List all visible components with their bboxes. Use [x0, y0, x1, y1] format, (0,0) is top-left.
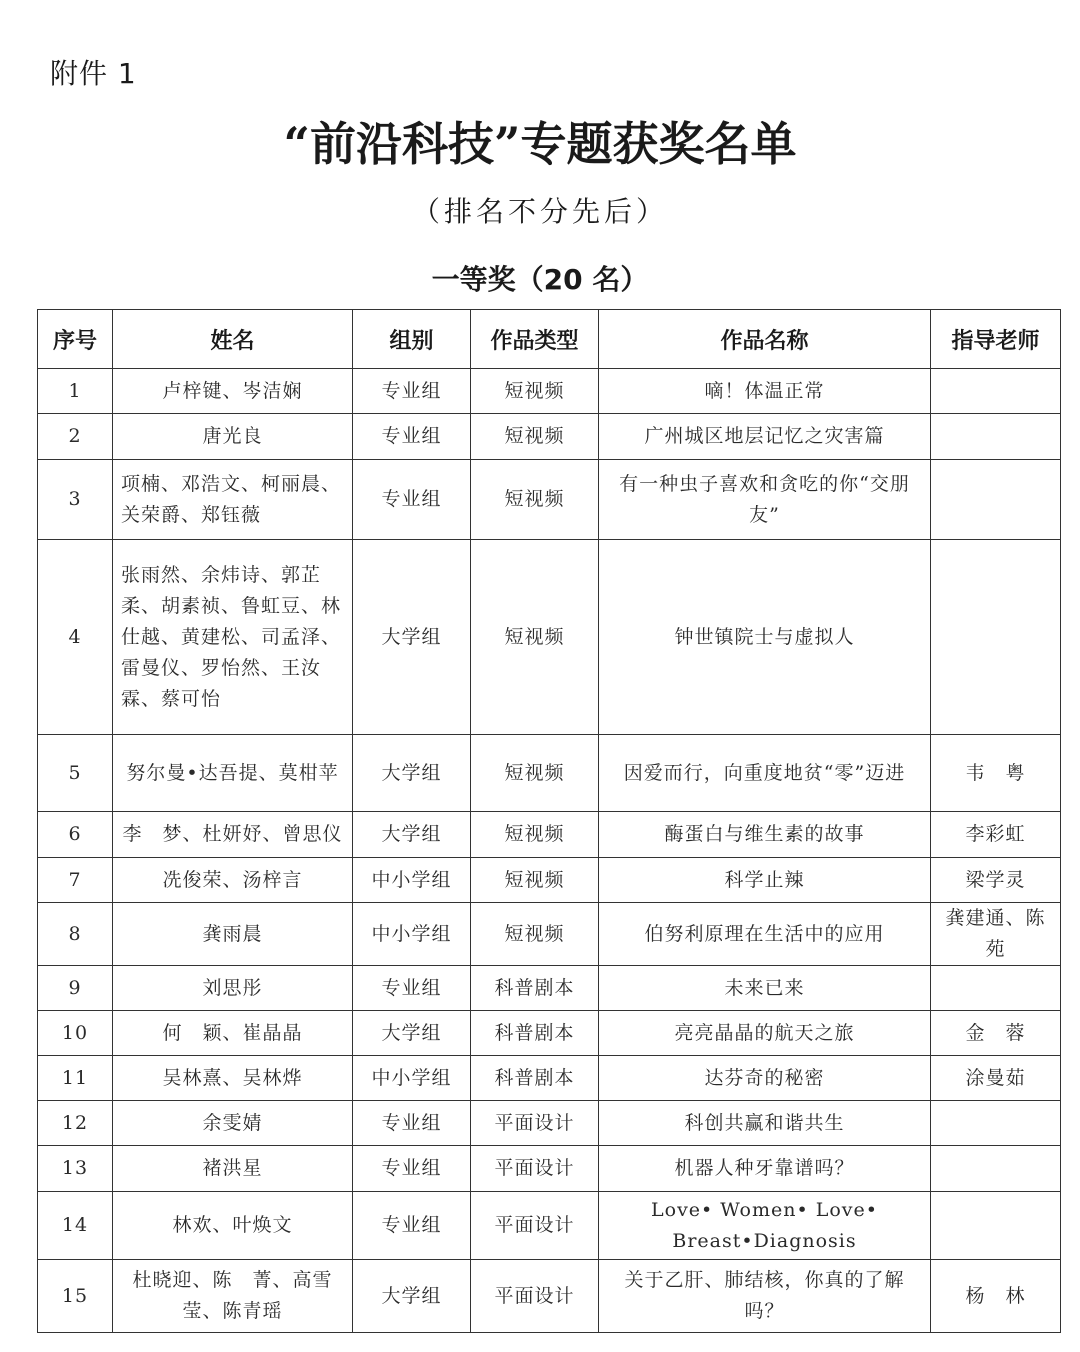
cell-names: 褚洪星 [113, 1146, 353, 1192]
cell-teacher [931, 540, 1061, 735]
cell-work: 关于乙肝、肺结核，你真的了解吗？ [599, 1260, 931, 1333]
cell-work: 未来已来 [599, 966, 931, 1011]
cell-group: 专业组 [353, 1101, 471, 1146]
cell-no: 3 [38, 460, 113, 540]
cell-teacher: 杨 林 [931, 1260, 1061, 1333]
cell-teacher [931, 460, 1061, 540]
cell-work: 达芬奇的秘密 [599, 1056, 931, 1101]
header-names: 姓名 [113, 310, 353, 369]
cell-work: 嘀！体温正常 [599, 369, 931, 414]
cell-group: 大学组 [353, 1011, 471, 1056]
cell-names: 李 梦、杜妍妤、曾思仪 [113, 812, 353, 858]
header-group: 组别 [353, 310, 471, 369]
table-row [38, 414, 1061, 460]
cell-type: 平面设计 [471, 1192, 599, 1260]
cell-teacher: 梁学灵 [931, 858, 1061, 903]
cell-names: 努尔曼•达吾提、莫柑苹 [113, 735, 353, 812]
table-row [38, 1146, 1061, 1192]
cell-no: 2 [38, 414, 113, 460]
page-subtitle: （排名不分先后） [411, 195, 668, 228]
table-row [38, 735, 1061, 812]
table-row [38, 1101, 1061, 1146]
cell-names: 刘思彤 [113, 966, 353, 1011]
cell-teacher [931, 1101, 1061, 1146]
table-row [38, 1011, 1061, 1056]
cell-no: 1 [38, 369, 113, 414]
cell-group: 中小学组 [353, 1056, 471, 1101]
cell-no: 9 [38, 966, 113, 1011]
cell-teacher: 涂曼茹 [931, 1056, 1061, 1101]
cell-names: 林欢、叶焕文 [113, 1192, 353, 1260]
cell-teacher [931, 966, 1061, 1011]
cell-teacher: 龚建通、陈苑 [931, 903, 1061, 966]
cell-group: 专业组 [353, 1146, 471, 1192]
cell-no: 5 [38, 735, 113, 812]
cell-type: 短视频 [471, 735, 599, 812]
cell-names: 项楠、邓浩文、柯丽晨、关荣爵、郑钰薇 [113, 460, 353, 540]
cell-no: 8 [38, 903, 113, 966]
cell-no: 12 [38, 1101, 113, 1146]
cell-work: 机器人种牙靠谱吗？ [599, 1146, 931, 1192]
table-row [38, 540, 1061, 735]
cell-names: 冼俊荣、汤梓言 [113, 858, 353, 903]
cell-type: 短视频 [471, 903, 599, 966]
header-type: 作品类型 [471, 310, 599, 369]
cell-type: 短视频 [471, 369, 599, 414]
cell-group: 专业组 [353, 369, 471, 414]
cell-names: 唐光良 [113, 414, 353, 460]
cell-work: Love• Women• Love• Breast•Diagnosis [599, 1192, 931, 1260]
cell-teacher: 金 蓉 [931, 1011, 1061, 1056]
cell-group: 专业组 [353, 966, 471, 1011]
cell-no: 4 [38, 540, 113, 735]
attachment-label: 附件 1 [50, 57, 137, 90]
cell-names: 龚雨晨 [113, 903, 353, 966]
cell-teacher [931, 369, 1061, 414]
table-row [38, 1056, 1061, 1101]
cell-group: 大学组 [353, 1260, 471, 1333]
cell-teacher: 韦 粤 [931, 735, 1061, 812]
table-row [38, 1192, 1061, 1260]
cell-no: 13 [38, 1146, 113, 1192]
cell-type: 平面设计 [471, 1260, 599, 1333]
table-row [38, 812, 1061, 858]
cell-type: 科普剧本 [471, 966, 599, 1011]
table-row [38, 1260, 1061, 1333]
cell-names: 卢梓键、岑洁娴 [113, 369, 353, 414]
cell-names: 余雯婧 [113, 1101, 353, 1146]
cell-group: 专业组 [353, 1192, 471, 1260]
cell-type: 平面设计 [471, 1101, 599, 1146]
cell-type: 科普剧本 [471, 1056, 599, 1101]
cell-group: 中小学组 [353, 903, 471, 966]
cell-work: 钟世镇院士与虚拟人 [599, 540, 931, 735]
header-work: 作品名称 [599, 310, 931, 369]
cell-group: 大学组 [353, 735, 471, 812]
cell-group: 中小学组 [353, 858, 471, 903]
table-row [38, 966, 1061, 1011]
table-row [38, 903, 1061, 966]
award-table [37, 309, 1061, 1333]
header-no: 序号 [38, 310, 113, 369]
cell-work: 酶蛋白与维生素的故事 [599, 812, 931, 858]
cell-names: 张雨然、余炜诗、郭芷柔、胡素祯、鲁虹豆、林仕越、黄建松、司孟泽、雷曼仪、罗怡然、王汝霖、蔡可怡 [113, 540, 353, 735]
cell-type: 科普剧本 [471, 1011, 599, 1056]
cell-work: 广州城区地层记忆之灾害篇 [599, 414, 931, 460]
cell-group: 专业组 [353, 460, 471, 540]
cell-no: 7 [38, 858, 113, 903]
cell-group: 大学组 [353, 540, 471, 735]
page-title: “前沿科技”专题获奖名单 [283, 117, 797, 171]
cell-work: 亮亮晶晶的航天之旅 [599, 1011, 931, 1056]
cell-type: 短视频 [471, 812, 599, 858]
table-header-row [38, 310, 1061, 369]
cell-group: 专业组 [353, 414, 471, 460]
cell-no: 10 [38, 1011, 113, 1056]
cell-work: 科创共赢和谐共生 [599, 1101, 931, 1146]
table-row [38, 858, 1061, 903]
cell-teacher [931, 1146, 1061, 1192]
cell-group: 大学组 [353, 812, 471, 858]
cell-no: 6 [38, 812, 113, 858]
cell-type: 短视频 [471, 460, 599, 540]
table-row [38, 460, 1061, 540]
cell-no: 11 [38, 1056, 113, 1101]
cell-type: 短视频 [471, 540, 599, 735]
cell-names: 何 颖、崔晶晶 [113, 1011, 353, 1056]
cell-work: 科学止辣 [599, 858, 931, 903]
header-teacher: 指导老师 [931, 310, 1061, 369]
cell-teacher [931, 414, 1061, 460]
cell-type: 平面设计 [471, 1146, 599, 1192]
prize-level-heading: 一等奖（20 名） [431, 263, 649, 296]
cell-type: 短视频 [471, 414, 599, 460]
cell-teacher: 李彩虹 [931, 812, 1061, 858]
cell-teacher [931, 1192, 1061, 1260]
cell-names: 杜晓迎、陈 菁、高雪莹、陈青瑶 [113, 1260, 353, 1333]
cell-work: 有一种虫子喜欢和贪吃的你“交朋友” [599, 460, 931, 540]
cell-names: 吴林熹、吴林烨 [113, 1056, 353, 1101]
cell-work: 伯努利原理在生活中的应用 [599, 903, 931, 966]
cell-no: 14 [38, 1192, 113, 1260]
table-row [38, 369, 1061, 414]
cell-type: 短视频 [471, 858, 599, 903]
cell-work: 因爱而行，向重度地贫“零”迈进 [599, 735, 931, 812]
cell-no: 15 [38, 1260, 113, 1333]
